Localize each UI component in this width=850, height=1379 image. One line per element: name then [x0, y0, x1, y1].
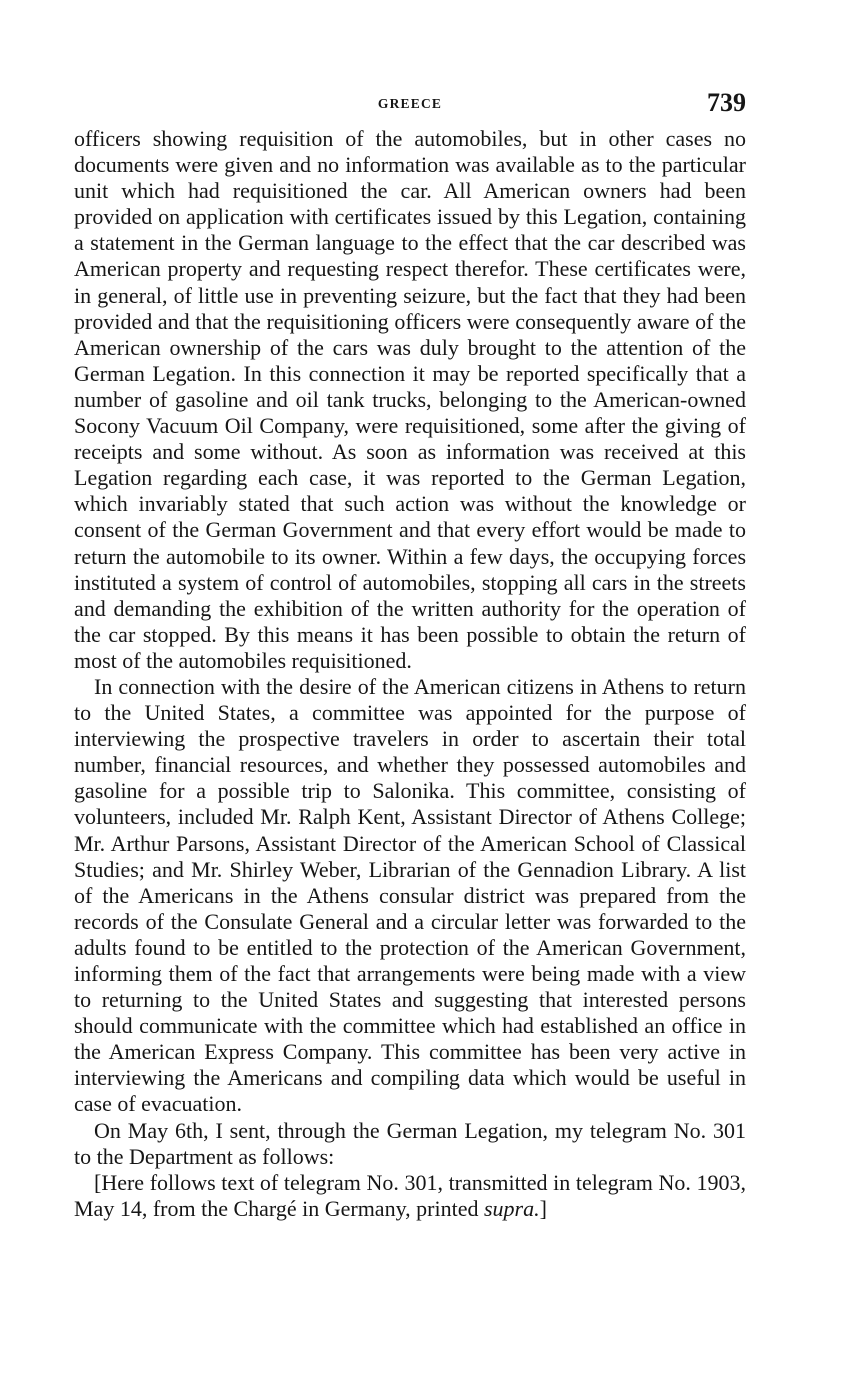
paragraph-telegram: On May 6th, I sent, through the German Legation, my telegram No. 301 to the Department as follows:	[74, 1117, 746, 1169]
running-title: GREECE	[377, 96, 443, 111]
document-page	[74, 86, 746, 1222]
paragraph-automobiles: officers showing requisition of the automobiles, but in other cases no documents were given and no information was available as to the particular unit which had requisitioned the car. All American owners had been provided on application with certificates issued by this Legation, containing a statement in the German language to the effect that the car described was American property and requesting respect therefor. These certificates were, in general, of little use in preventing seizure, but the fact that they had been provided and that the requisitioning officers were consequently aware of the American ownership of the cars was duly brought to the attention of the German Legation. In this connection it may be reported specifically that a number of gasoline and oil tank trucks, belonging to the American-owned Socony Vacuum Oil Company, were requisitioned, some after the giving of receipts and some without. As soon as information was received at this Legation regarding each case, it was reported to the German Legation, which invariably stated that such action was without the knowledge or consent of the German Government and that every effort would be made to return the automobile to its owner. Within a few days, the occupying forces instituted a system of control of automobiles, stopping all cars in the streets and demanding the exhibition of the written authority for the operation of the car stopped. By this means it has been possible to obtain the return of most of the automobiles requisitioned.	[74, 126, 746, 673]
paragraph-committee: In connection with the desire of the American citizens in Athens to return to the United States, a committee was appointed for the purpose of interviewing the prospective travelers in order to ascertain their total number, financial resources, and whether they possessed automobiles and gasoline for a possible trip to Salonika. This committee, consisting of volunteers, included Mr. Ralph Kent, Assistant Director of Athens College; Mr. Arthur Parsons, Assistant Director of the American School of Classical Studies; and Mr. Shirley Weber, Librarian of the Gennadion Library. A list of the Americans in the Athens consular district was prepared from the records of the Consulate General and a circular letter was forwarded to the adults found to be entitled to the protection of the American Government, informing them of the fact that arrangements were being made with a view to returning to the United States and suggesting that interested persons should communicate with the committee which had established an office in the American Express Company. This committee has been very active in interviewing the Americans and compiling data which would be useful in case of evacuation.	[74, 673, 746, 1117]
page-number: 739	[707, 88, 746, 117]
running-head	[74, 86, 746, 126]
bracket-note-text: [Here follows text of telegram No. 301, transmitted in telegram No. 1903, May 14, from the Chargé in Germany, printed	[74, 1169, 746, 1221]
body-text	[74, 126, 746, 1222]
bracket-note-supra: supra.	[483, 1195, 540, 1221]
bracket-note-close: ]	[539, 1195, 547, 1221]
bracket-note	[74, 1170, 746, 1222]
